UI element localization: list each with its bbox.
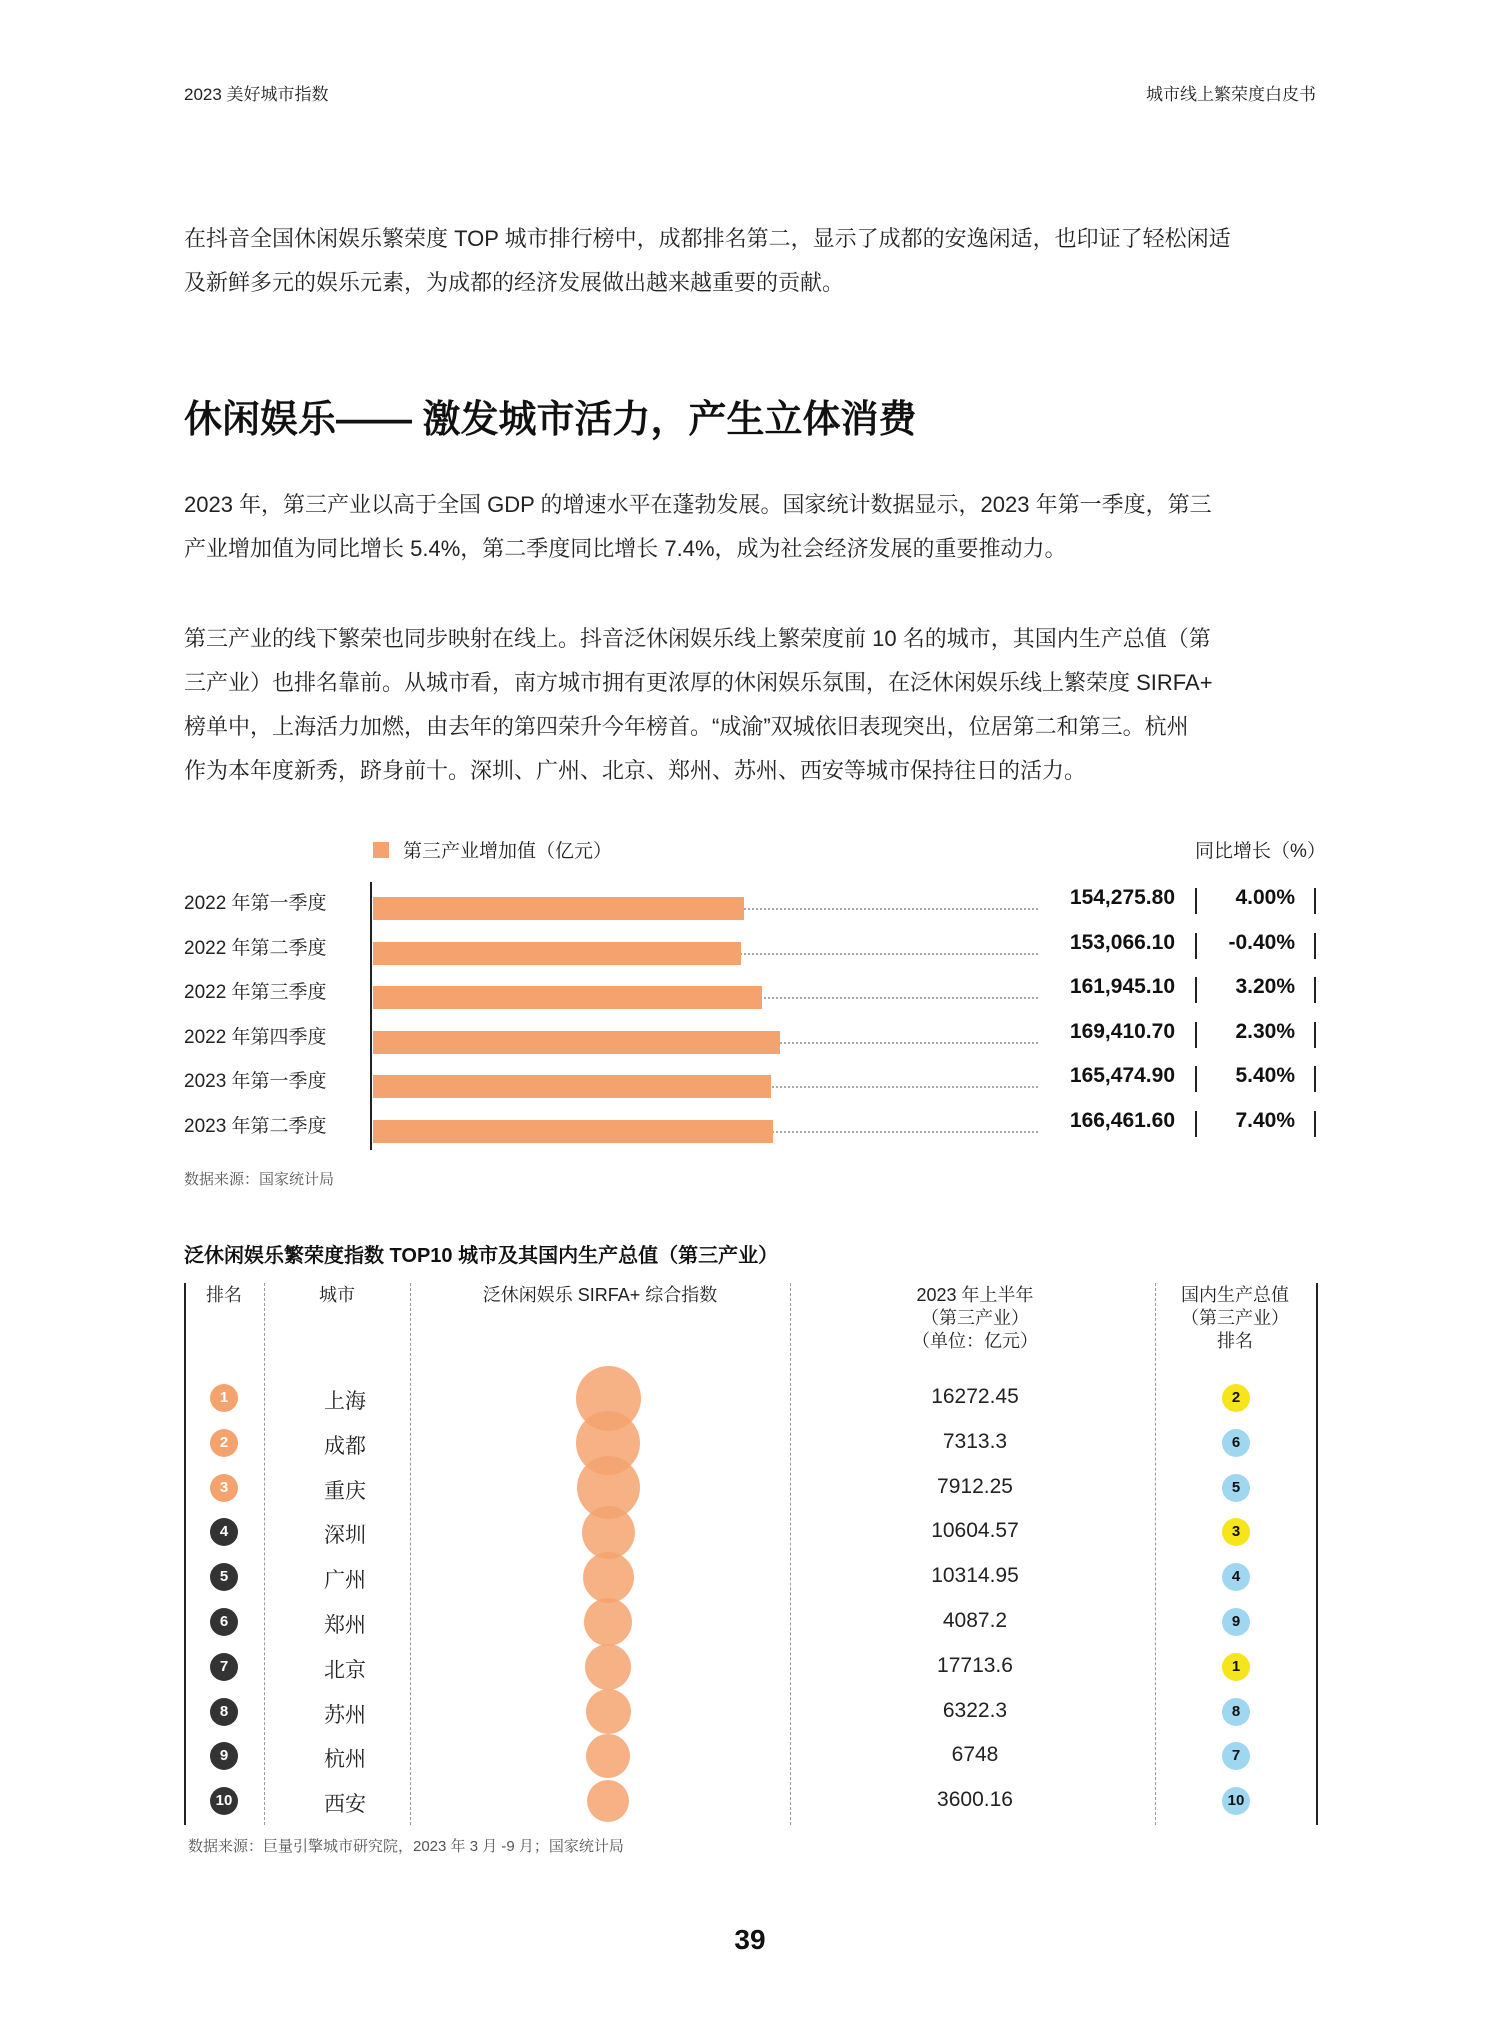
gdp-value: 16272.45 xyxy=(931,1385,1019,1408)
category-label: 2022 年第二季度 xyxy=(184,937,327,959)
rank-badge: 8 xyxy=(210,1698,238,1726)
intro-paragraph xyxy=(184,217,1324,305)
gdp-rank-badge: 4 xyxy=(1222,1563,1250,1591)
index-bubble xyxy=(586,1734,630,1778)
category-label: 2023 年第二季度 xyxy=(184,1116,327,1137)
gdp-rank-badge: 3 xyxy=(1222,1518,1250,1546)
city-name: 苏州 xyxy=(324,1703,366,1727)
index-bubble xyxy=(585,1644,631,1690)
table-right-border xyxy=(1316,1283,1318,1825)
separator xyxy=(1195,933,1197,959)
column-divider xyxy=(264,1283,265,1825)
text-line: 三产业）也排名靠前。从城市看，南方城市拥有更浓厚的休闲娱乐氛围，在泛休闲娱乐线上繁荣度 SIRFA+ xyxy=(184,670,1213,695)
bar xyxy=(373,897,744,920)
table-title: 泛休闲娱乐繁荣度指数 TOP10 城市及其国内生产总值（第三产业） xyxy=(184,1245,779,1267)
rank-badge: 5 xyxy=(210,1563,238,1591)
header-city: 城市 xyxy=(319,1285,355,1305)
category-label: 2022 年第一季度 xyxy=(184,893,327,914)
header-gdp-rank-line: 排名 xyxy=(1217,1331,1253,1351)
growth-label: 3.20% xyxy=(1235,975,1295,999)
rank-badge: 4 xyxy=(210,1518,238,1546)
column-divider xyxy=(1155,1283,1156,1825)
text-line: 产业增加值为同比增长 5.4%，第二季度同比增长 7.4%，成为社会经济发展的重要推动力。 xyxy=(184,536,1067,561)
text-line: 榜单中，上海活力加燃，由去年的第四荣升今年榜首。“成渝”双城依旧表现突出，位居第二和第三。杭州 xyxy=(184,714,1189,739)
column-divider xyxy=(410,1283,411,1825)
city-name: 成都 xyxy=(324,1434,366,1458)
separator xyxy=(1195,1111,1197,1137)
rank-badge: 2 xyxy=(210,1429,238,1457)
growth-rate-title: 同比增长（%） xyxy=(1195,841,1326,862)
gdp-rank-badge: 7 xyxy=(1222,1742,1250,1770)
city-name: 北京 xyxy=(324,1658,366,1682)
city-name: 西安 xyxy=(324,1793,366,1817)
text-line: 在抖音全国休闲娱乐繁荣度 TOP 城市排行榜中，成都排名第二，显示了成都的安逸闲适，也印证了轻松闲适 xyxy=(184,226,1231,251)
column-divider xyxy=(790,1283,791,1825)
gdp-value: 10314.95 xyxy=(931,1564,1019,1588)
rank-badge: 6 xyxy=(210,1608,238,1636)
header-right: 城市线上繁荣度白皮书 xyxy=(1146,85,1316,104)
index-bubble xyxy=(584,1598,632,1646)
header-gdp-line: 2023 年上半年 xyxy=(916,1285,1034,1305)
index-bubble xyxy=(582,1506,635,1559)
bar xyxy=(373,1120,773,1143)
index-bubble xyxy=(583,1552,634,1603)
index-bubble xyxy=(586,1689,631,1734)
gdp-rank-badge: 8 xyxy=(1222,1698,1250,1726)
gdp-value: 10604.57 xyxy=(931,1519,1019,1543)
text-line: 第三产业的线下繁荣也同步映射在线上。抖音泛休闲娱乐线上繁荣度前 10 名的城市，其国内生产总值（第 xyxy=(184,626,1211,651)
gdp-value: 17713.6 xyxy=(937,1653,1013,1677)
gdp-value: 4087.2 xyxy=(942,1609,1008,1632)
paragraph-1 xyxy=(184,483,1324,571)
index-bubble xyxy=(587,1780,629,1822)
gdp-rank-badge: 2 xyxy=(1222,1384,1250,1412)
growth-label: 5.40% xyxy=(1235,1064,1295,1088)
page-number: 39 xyxy=(734,1924,766,1955)
chart-source: 数据来源：国家统计局 xyxy=(184,1171,335,1188)
separator xyxy=(1314,1022,1316,1048)
header-gdp-rank-line: 国内生产总值 xyxy=(1181,1285,1289,1305)
separator xyxy=(1314,1066,1316,1092)
table-source: 数据来源：巨量引擎城市研究院，2023 年 3 月 -9 月；国家统计局 xyxy=(188,1838,624,1855)
text-line: 作为本年度新秀，跻身前十。深圳、广州、北京、郑州、苏州、西安等城市保持往日的活力。 xyxy=(184,758,1087,783)
text-line: 及新鲜多元的娱乐元素，为成都的经济发展做出越来越重要的贡献。 xyxy=(184,270,845,295)
text-line: 2023 年，第三产业以高于全国 GDP 的增速水平在蓬勃发展。国家统计数据显示，2023 年第一季度，第三 xyxy=(184,492,1212,517)
rank-badge: 10 xyxy=(210,1787,238,1815)
city-name: 广州 xyxy=(324,1569,366,1593)
rank-badge: 1 xyxy=(210,1384,238,1412)
chart-legend xyxy=(373,836,612,863)
legend-label: 第三产业增加值（亿元） xyxy=(403,841,613,862)
growth-label: 2.30% xyxy=(1235,1019,1295,1043)
bar xyxy=(373,986,762,1009)
bar xyxy=(373,942,741,965)
gdp-value: 7912.25 xyxy=(937,1474,1013,1498)
value-label: 166,461.60 xyxy=(1069,1109,1175,1132)
header-gdp xyxy=(855,1284,1095,1353)
value-label: 165,474.90 xyxy=(1069,1064,1175,1088)
separator xyxy=(1314,933,1316,959)
gdp-rank-badge: 1 xyxy=(1222,1653,1250,1681)
paragraph-2 xyxy=(184,617,1324,793)
header-gdp-line: （单位：亿元） xyxy=(912,1331,1038,1351)
header-index: 泛休闲娱乐 SIRFA+ 综合指数 xyxy=(482,1285,718,1305)
header-gdp-rank-line: （第三产业） xyxy=(1181,1308,1289,1328)
separator xyxy=(1314,888,1316,914)
gdp-rank-badge: 6 xyxy=(1222,1429,1250,1457)
gdp-rank-badge: 5 xyxy=(1222,1474,1250,1502)
header-rank: 排名 xyxy=(206,1285,242,1305)
bar xyxy=(373,1031,780,1054)
city-name: 上海 xyxy=(324,1390,366,1413)
gdp-value: 3600.16 xyxy=(937,1788,1013,1812)
category-label: 2022 年第三季度 xyxy=(184,982,327,1004)
header-gdp-line: （第三产业） xyxy=(921,1308,1029,1328)
value-label: 169,410.70 xyxy=(1069,1019,1175,1043)
value-label: 153,066.10 xyxy=(1069,930,1175,954)
rank-badge: 9 xyxy=(210,1742,238,1770)
city-name: 郑州 xyxy=(324,1614,366,1637)
separator xyxy=(1195,977,1197,1003)
growth-label: -0.40% xyxy=(1228,930,1295,954)
value-label: 161,945.10 xyxy=(1069,975,1175,999)
city-name: 深圳 xyxy=(324,1524,366,1548)
value-label: 154,275.80 xyxy=(1069,886,1175,909)
separator xyxy=(1314,1111,1316,1137)
header-left: 2023 美好城市指数 xyxy=(184,85,329,104)
growth-label: 7.40% xyxy=(1235,1109,1295,1132)
section-title: 休闲娱乐—— 激发城市活力，产生立体消费 xyxy=(184,399,917,441)
separator xyxy=(1195,1066,1197,1092)
rank-badge: 7 xyxy=(210,1653,238,1681)
city-name: 重庆 xyxy=(324,1479,366,1503)
gdp-value: 6748 xyxy=(951,1743,999,1767)
chart-axis xyxy=(370,882,372,1150)
header-gdp-rank xyxy=(1160,1284,1310,1353)
gdp-value: 6322.3 xyxy=(942,1698,1008,1722)
separator xyxy=(1195,1022,1197,1048)
gdp-rank-badge: 9 xyxy=(1222,1608,1250,1636)
table-left-border xyxy=(184,1283,186,1825)
gdp-rank-badge: 10 xyxy=(1222,1787,1250,1815)
rank-badge: 3 xyxy=(210,1474,238,1502)
separator xyxy=(1195,888,1197,914)
category-label: 2022 年第四季度 xyxy=(184,1026,327,1048)
legend-swatch xyxy=(373,842,389,858)
bar xyxy=(373,1075,771,1098)
city-name: 杭州 xyxy=(324,1748,366,1772)
gdp-value: 7313.3 xyxy=(942,1429,1008,1453)
growth-label: 4.00% xyxy=(1235,886,1295,909)
separator xyxy=(1314,977,1316,1003)
category-label: 2023 年第一季度 xyxy=(184,1071,327,1093)
